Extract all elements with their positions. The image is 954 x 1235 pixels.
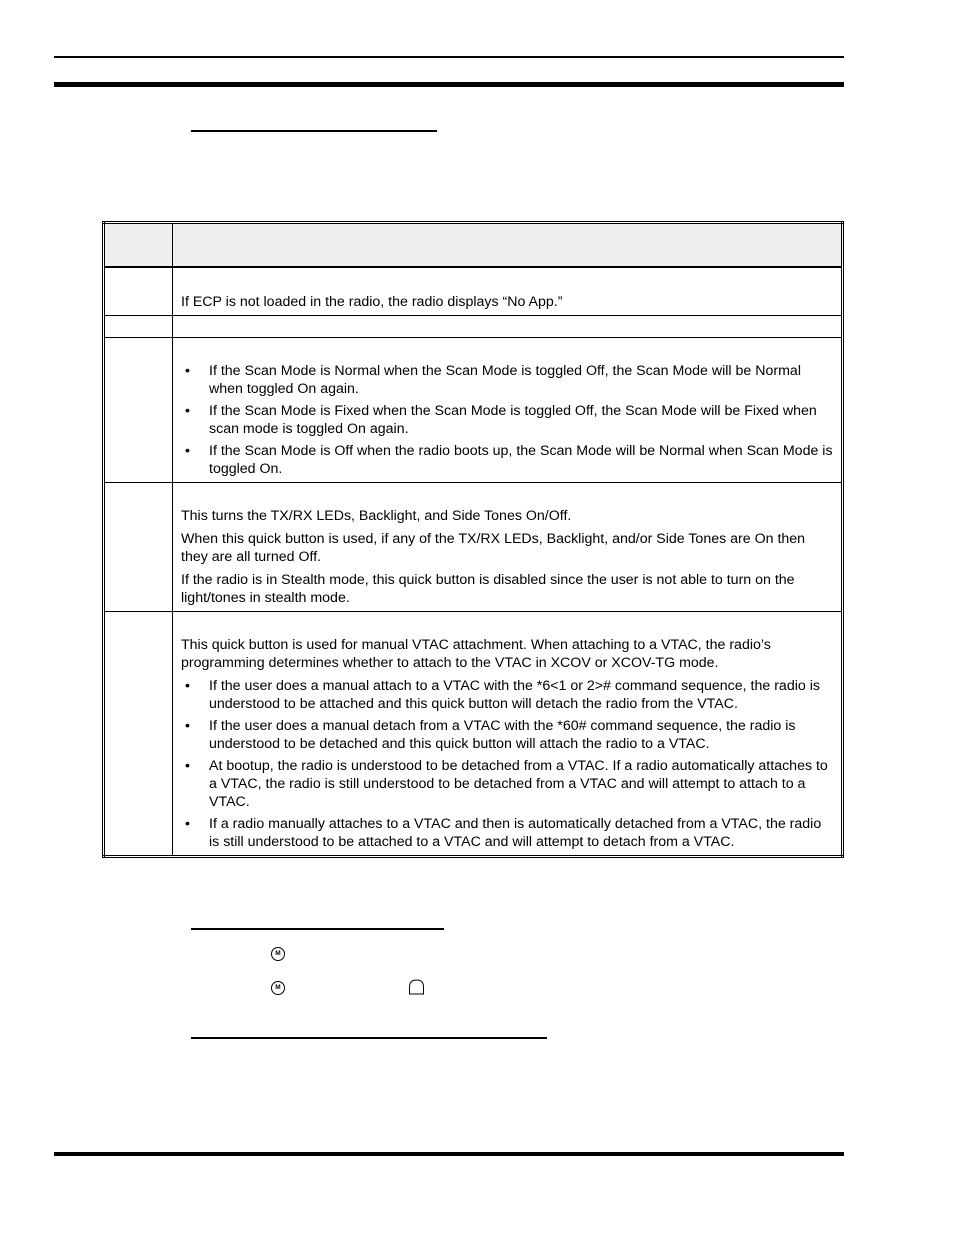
list-item: • If the user does a manual detach from a VTAC with the *60# command sequence, the radio is understood to be detached and this quick button will attach the radio to a VTAC. xyxy=(209,717,833,753)
row-description-cell xyxy=(173,338,843,483)
row-label-cell xyxy=(104,267,173,316)
footer-rule xyxy=(54,1152,844,1156)
row-description-cell xyxy=(173,267,843,316)
menu-key-icon: M xyxy=(271,947,285,961)
table-row xyxy=(104,316,843,338)
list-item: • If a radio manually attaches to a VTAC and then is automatically detached from a VTAC, the radio is still understood to be attached to a VTAC and will attempt to detach from a VTAC. xyxy=(209,815,833,851)
row-label-cell xyxy=(104,612,173,857)
section-heading-underline xyxy=(191,1037,547,1039)
header-cell-description xyxy=(173,223,843,268)
table-row xyxy=(104,612,843,857)
table-row xyxy=(104,267,843,316)
row-paragraph: This quick button is used for manual VTAC attachment. When attaching to a VTAC, the radio’s programming determines whether to attach to the VTAC in XCOV or XCOV-TG mode. xyxy=(181,637,771,671)
section-heading-underline xyxy=(191,130,437,132)
list-item: • If the Scan Mode is Fixed when the Scan Mode is toggled Off, the Scan Mode will be Fixed when scan mode is toggled On again. xyxy=(209,402,833,438)
menu-key-icon: M xyxy=(271,981,285,995)
table-row xyxy=(104,338,843,483)
row-description-cell xyxy=(173,612,843,857)
row-label-cell xyxy=(104,338,173,483)
section-heading-underline xyxy=(191,928,444,930)
row-label-cell xyxy=(104,316,173,338)
row-paragraph: This turns the TX/RX LEDs, Backlight, and Side Tones On/Off. xyxy=(181,508,572,524)
bullet-list xyxy=(181,677,833,851)
table-header-row xyxy=(104,223,843,268)
table-row xyxy=(104,483,843,612)
row-label-cell xyxy=(104,483,173,612)
list-item: • If the Scan Mode is Off when the radio boots up, the Scan Mode will be Normal when Scan Mode is toggled On. xyxy=(209,442,833,478)
quick-button-table xyxy=(102,221,844,858)
soft-key-icon xyxy=(408,979,425,995)
list-item: • If the Scan Mode is Normal when the Scan Mode is toggled Off, the Scan Mode will be Normal when toggled On again. xyxy=(209,362,833,398)
header-rule-thick xyxy=(54,82,844,87)
row-description-cell xyxy=(173,316,843,338)
row-paragraph: If ECP is not loaded in the radio, the radio displays “No App.” xyxy=(181,294,563,310)
bullet-list xyxy=(181,362,833,478)
header-rule-thin xyxy=(54,56,844,58)
list-item: • At bootup, the radio is understood to be detached from a VTAC. If a radio automatically attaches to a VTAC, the radio is still understood to be detached from a VTAC and will attempt to attach to a VTAC. xyxy=(209,757,833,811)
row-paragraph: If the radio is in Stealth mode, this quick button is disabled since the user is not able to turn on the light/tones in stealth mode. xyxy=(181,572,795,606)
header-cell-button xyxy=(104,223,173,268)
row-paragraph: When this quick button is used, if any of the TX/RX LEDs, Backlight, and/or Side Tones are On then they are all turned Off. xyxy=(181,531,806,565)
row-description-cell xyxy=(173,483,843,612)
list-item: • If the user does a manual attach to a VTAC with the *6<1 or 2># command sequence, the radio is understood to be attached and this quick button will detach the radio from the VTAC. xyxy=(209,677,833,713)
